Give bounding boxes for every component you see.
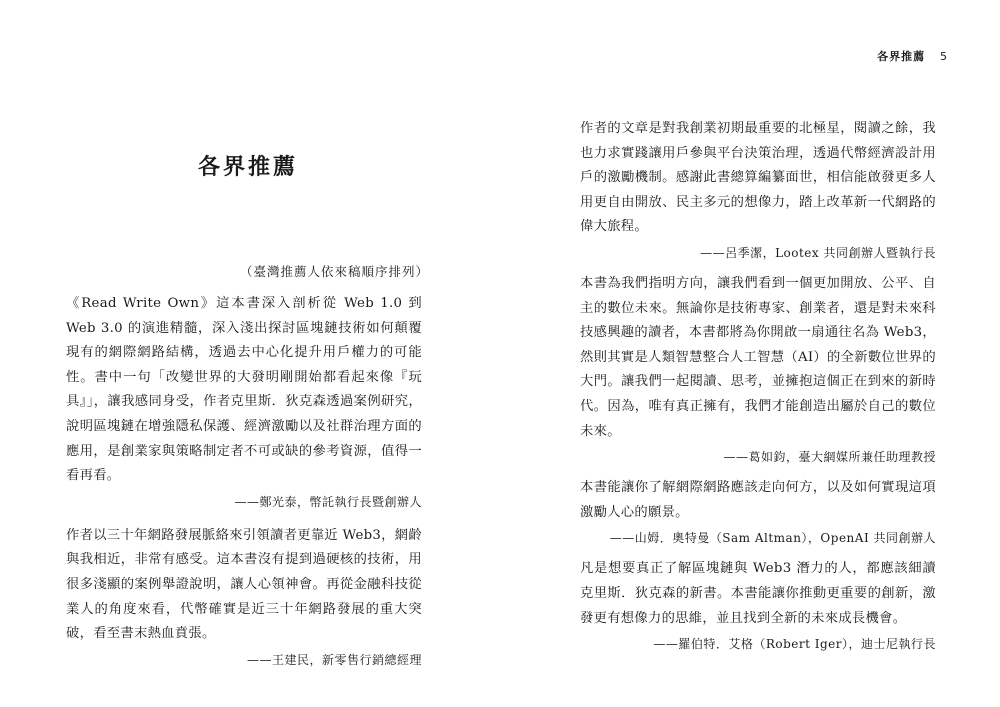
ordering-note: （臺灣推薦人依來稿順序排列） <box>240 264 430 279</box>
recommendation-block <box>66 524 422 670</box>
recommendation-text: 《Read Write Own》這本書深入剖析從 Web 1.0 到 Web 3.0 的演進精髓，深入淺出探討區塊鏈技術如何顛覆現有的網際網路結構，透過去中心化提升用戶權力的可能性。書中一句「改變世界的大發明剛開始都看起來像『玩具』」，讓我感同身受，作者克里斯．狄克森透過案例研究，說明區塊鏈在增強隱私保護、經濟激勵以及社群治理方面的應用，是創業家與策略制定者不可或缺的參考資源，值得一看再看。 <box>66 296 422 484</box>
running-header <box>877 48 948 64</box>
recommendation-block <box>580 557 936 654</box>
recommendation-attribution: ——羅伯特．艾格（Robert Iger），迪士尼執行長 <box>653 637 936 652</box>
recommendation-block <box>580 272 936 467</box>
recommendation-text: 作者的文章是對我創業初期最重要的北極星，閱讀之餘，我也力求實踐讓用戶參與平台決策治理，透過代幣經濟設計用戶的激勵機制。感謝此書總算編纂面世，相信能啟發更多人用更自由開放、民主多元的想像力，踏上改革新一代網路的偉大旅程。 <box>580 121 936 235</box>
page-title: 各界推薦 <box>198 155 299 180</box>
page-number: 5 <box>940 50 948 63</box>
recommendation-attribution: ——鄭光泰，幣託執行長暨創辦人 <box>234 494 422 509</box>
recommendation-text: 本書為我們指明方向，讓我們看到一個更加開放、公平、自主的數位未來。無論你是技術專家、創業者，還是對未來科技感興趣的讀者，本書都將為你開啟一扇通往名為 Web3，然則其實是人類智慧整合人工智慧（AI）的全新數位世界的大門。讓我們一起閱讀、思考，並擁抱這個正在到來的新時代。因為，唯有真正擁有，我們才能創造出屬於自己的數位未來。 <box>580 275 936 439</box>
recommendation-text: 作者以三十年網路發展脈絡來引領讀者更靠近 Web3，網齡與我相近，非常有感受。這本書沒有提到過硬核的技術，用很多淺顯的案例舉證說明，讓人心領神會。再從金融科技從業人的角度來看，代幣確實是近三十年網路發展的重大突破，看至書末熱血賁張。 <box>66 527 422 642</box>
recommendation-block <box>580 476 936 548</box>
recommendation-block <box>66 292 422 512</box>
right-column <box>580 117 936 663</box>
recommendation-block <box>580 117 936 263</box>
left-column <box>66 292 422 680</box>
recommendation-attribution: ——葛如鈞，臺大網媒所兼任助理教授 <box>723 450 936 465</box>
header-section-title: 各界推薦 <box>877 50 926 63</box>
recommendation-attribution: ——王建民，新零售行銷總經理 <box>246 652 422 667</box>
recommendation-attribution: ——呂季潔，Lootex 共同創辦人暨執行長 <box>700 245 936 260</box>
recommendation-text: 凡是想要真正了解區塊鏈與 Web3 潛力的人，都應該細讀克里斯．狄克森的新書。本書能讓你推動更重要的創新，激發更有想像力的思維，並且找到全新的未來成長機會。 <box>580 561 936 626</box>
recommendation-attribution: ——山姆．奧特曼（Sam Altman），OpenAI 共同創辦人 <box>609 531 936 546</box>
recommendation-text: 本書能讓你了解網際網路應該走向何方，以及如何實現這項激勵人心的願景。 <box>580 480 936 520</box>
